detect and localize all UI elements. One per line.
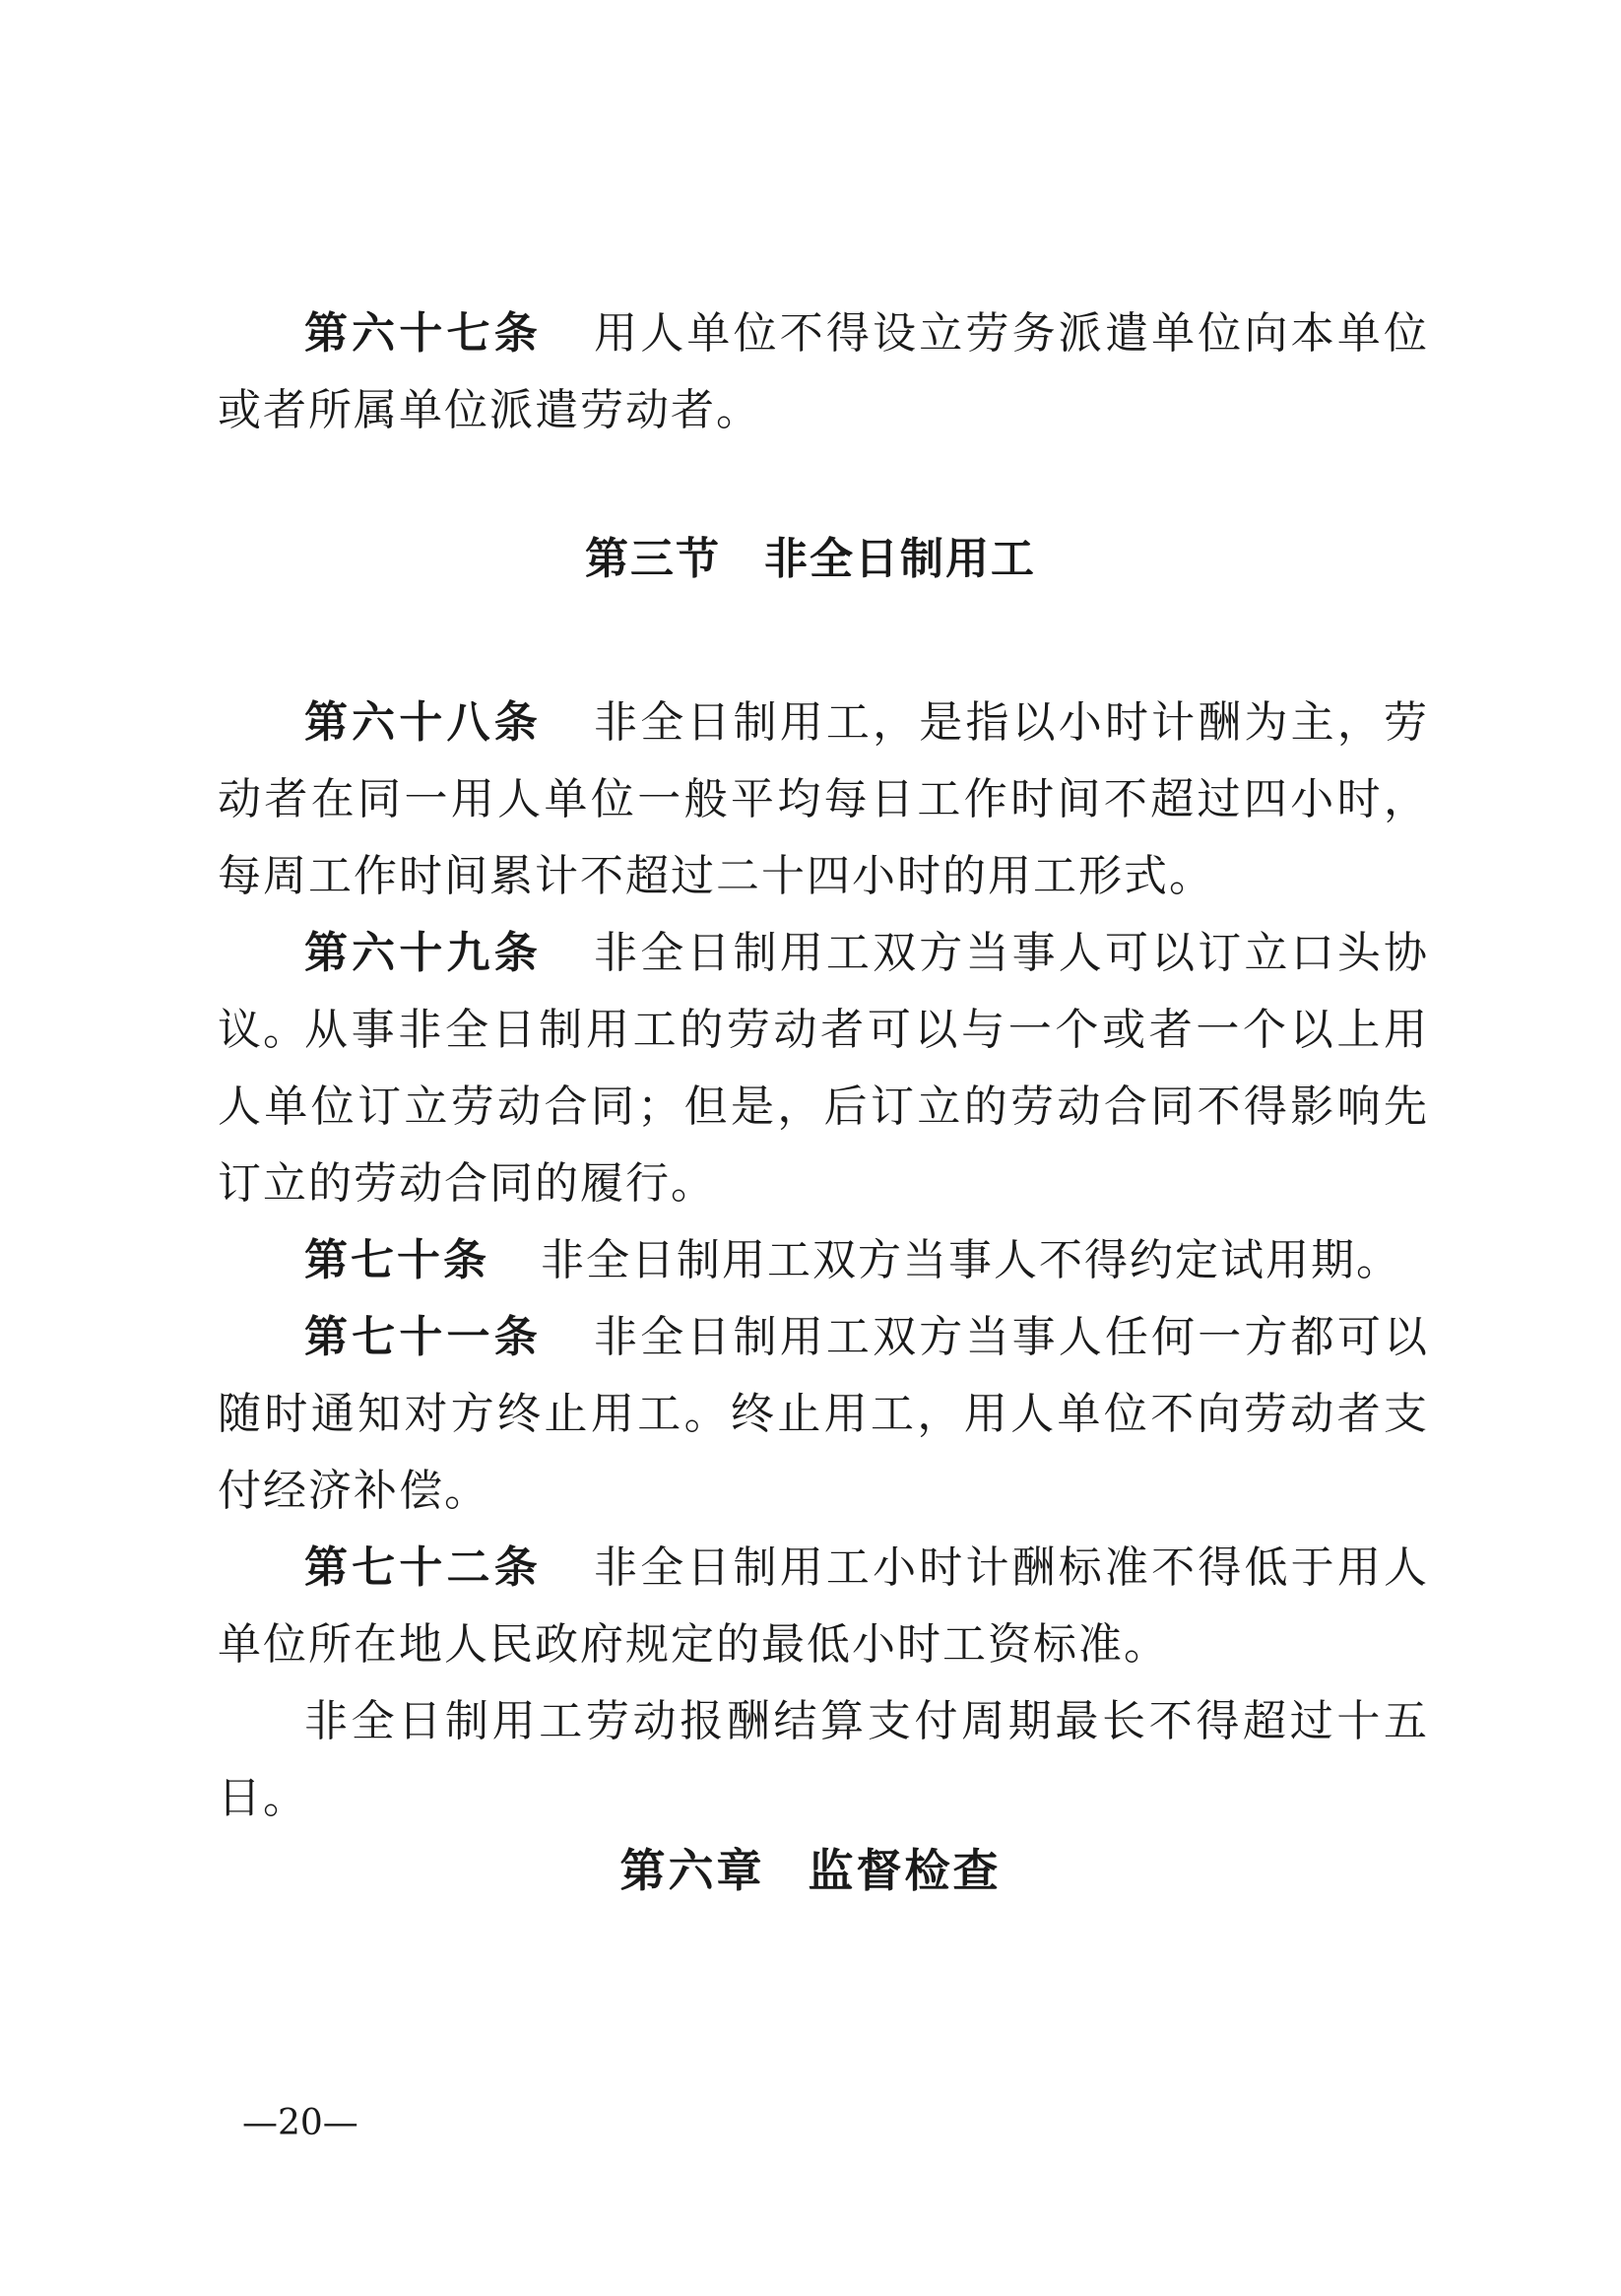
article-72-number: 第七十二条: [304, 1542, 542, 1593]
article-71: [218, 1299, 1429, 1530]
article-70-number: 第七十条: [304, 1235, 489, 1285]
chapter-title: 监督检查: [808, 1844, 1002, 1897]
article-69-text: 非全日制用工双方当事人可以订立口头协议。: [218, 928, 1430, 1055]
section-title: 非全日制用工: [764, 534, 1036, 584]
chapter-heading: [0, 1841, 1621, 1900]
section-heading: [0, 530, 1621, 589]
article-70: [218, 1222, 1429, 1299]
section-number: 第三节: [585, 534, 721, 584]
article-72-text: 非全日制用工小时计酬标准不得低于用人单位所在地人民政府规定的最低小时工资标准。: [218, 1542, 1430, 1670]
article-71-number: 第七十一条: [304, 1312, 542, 1362]
article-71-text: 非全日制用工双方当事人任何一方都可以随时通知对方终止用工。终止用工，用人单位不向劳动者支付经济补偿。: [218, 1312, 1430, 1516]
article-67: [218, 295, 1429, 449]
article-68-text: 非全日制用工，是指以小时计酬为主，劳动者在同一用人单位一般平均每日工作时间不超过四小时，每周工作时间累计不超过二十四小时的用工形式。: [218, 697, 1430, 901]
article-69-paragraph-2: [218, 992, 1429, 1222]
article-70-text: 非全日制用工双方当事人不得约定试用期。: [541, 1235, 1401, 1285]
article-67-text: 用人单位不得设立劳务派遣单位向本单位或者所属单位派遣劳动者。: [218, 308, 1430, 435]
article-67-number: 第六十七条: [304, 308, 542, 359]
article-72-paragraph-2: [218, 1683, 1429, 1837]
article-72: [218, 1530, 1429, 1683]
article-69-paragraph-2-text: 从事非全日制用工的劳动者可以与一个或者一个以上用人单位订立劳动合同；但是，后订立的劳动合同不得影响先订立的劳动合同的履行。: [218, 1005, 1429, 1209]
page-number: —20—: [242, 2103, 358, 2143]
article-68: [218, 685, 1429, 915]
article-69-number: 第六十九条: [304, 928, 542, 978]
article-72-paragraph-2-text: 非全日制用工劳动报酬结算支付周期最长不得超过十五日。: [218, 1696, 1429, 1823]
chapter-number: 第六章: [619, 1844, 765, 1897]
article-68-number: 第六十八条: [304, 697, 542, 748]
